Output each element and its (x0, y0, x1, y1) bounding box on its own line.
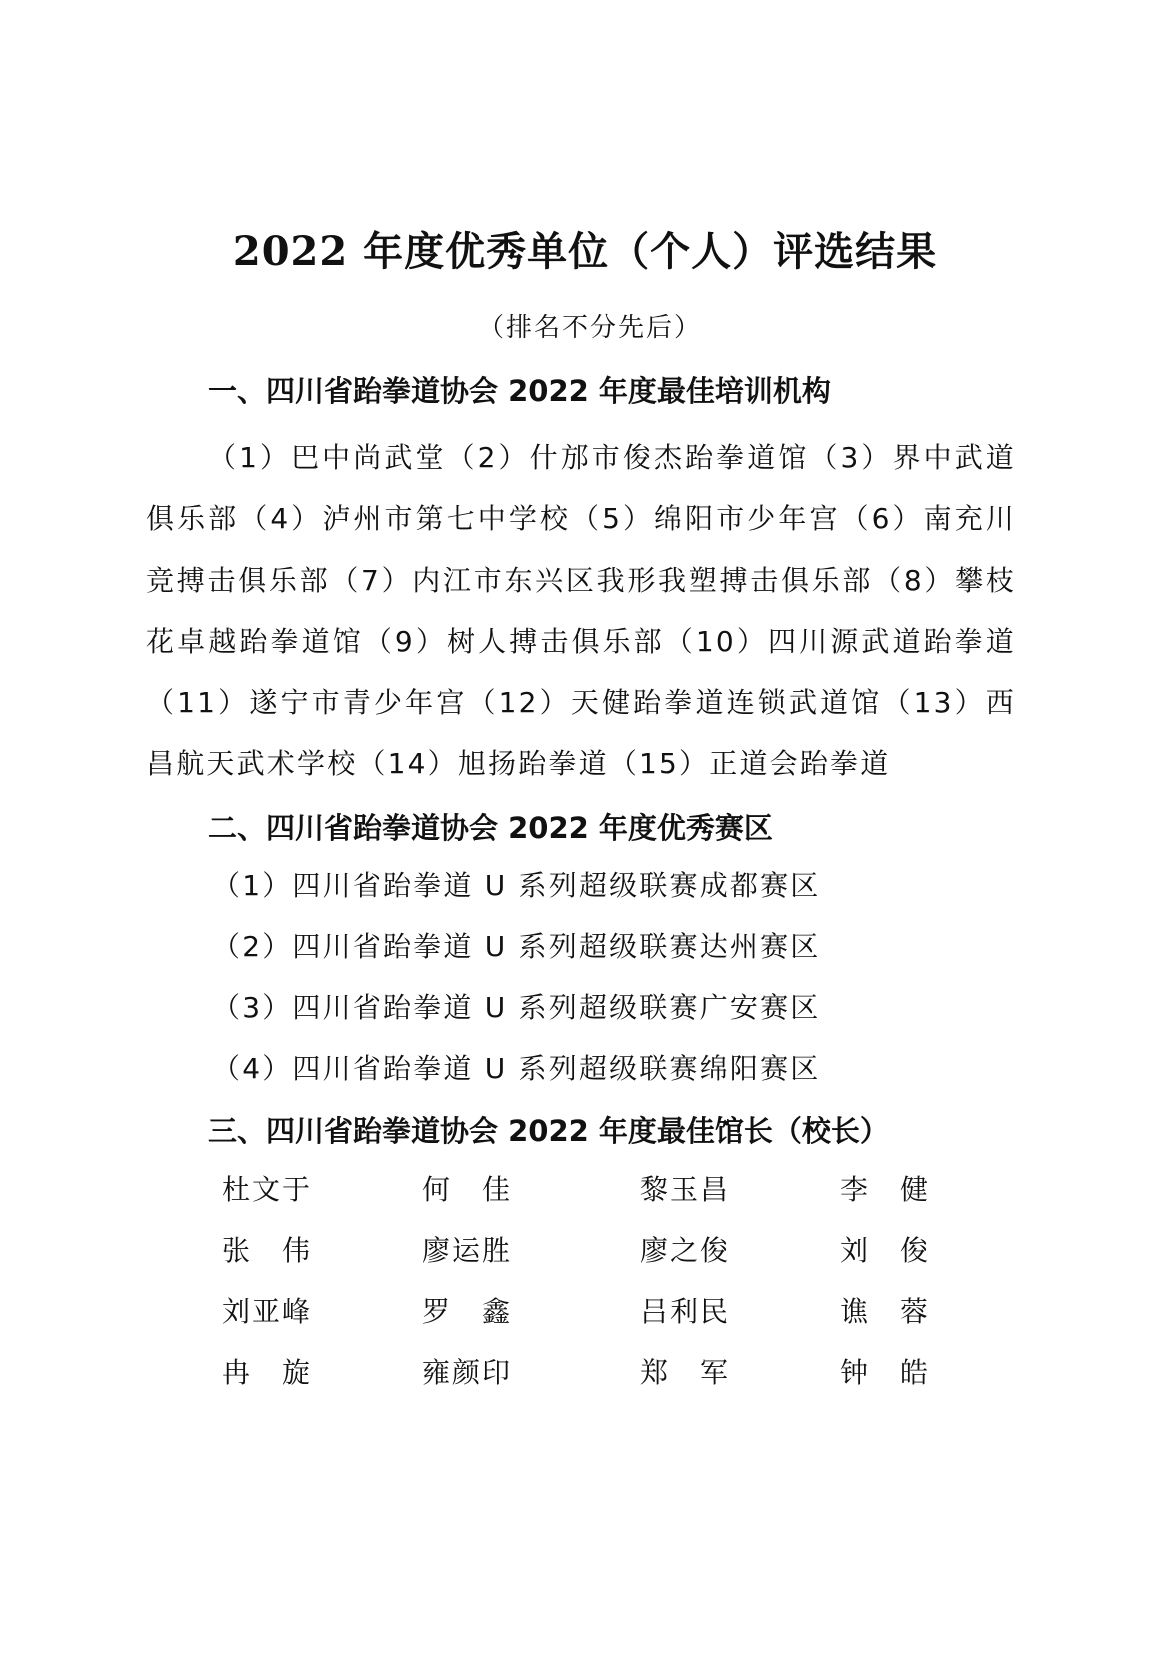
director-name: 刘亚峰 (222, 1295, 313, 1328)
director-name: 吕利民 (640, 1295, 731, 1328)
section2-list-item: （3）四川省跆拳道 U 系列超级联赛广安赛区 (212, 991, 821, 1024)
director-name: 廖运胜 (422, 1234, 513, 1267)
name-row (222, 1168, 1022, 1229)
director-name: 冉 旋 (222, 1356, 313, 1389)
page-title: 2022 年度优秀单位（个人）评选结果 (232, 228, 938, 275)
section2-list-item: （4）四川省跆拳道 U 系列超级联赛绵阳赛区 (212, 1052, 821, 1085)
director-name: 杜文于 (222, 1173, 313, 1206)
section2-list-item: （2）四川省跆拳道 U 系列超级联赛达州赛区 (212, 930, 821, 963)
director-name: 罗 鑫 (422, 1295, 513, 1328)
director-name: 廖之俊 (640, 1234, 731, 1267)
director-name: 张 伟 (222, 1234, 313, 1267)
director-name: 李 健 (840, 1173, 931, 1206)
director-name: 谯 蓉 (840, 1295, 931, 1328)
name-row (222, 1351, 1022, 1412)
director-name: 郑 军 (640, 1356, 731, 1389)
page-subtitle: （排名不分先后） (477, 313, 702, 343)
section3-heading: 三、四川省跆拳道协会 2022 年度最佳馆长（校长） (208, 1114, 889, 1148)
director-name-grid (222, 1168, 1022, 1412)
director-name: 何 佳 (422, 1173, 513, 1206)
director-name: 刘 俊 (840, 1234, 931, 1267)
section2-list-item: （1）四川省跆拳道 U 系列超级联赛成都赛区 (212, 869, 821, 902)
director-name: 黎玉昌 (640, 1173, 731, 1206)
director-name: 雍颜印 (422, 1356, 513, 1389)
name-row (222, 1290, 1022, 1351)
section2-heading: 二、四川省跆拳道协会 2022 年度优秀赛区 (208, 811, 773, 845)
section1-heading: 一、四川省跆拳道协会 2022 年度最佳培训机构 (208, 374, 831, 408)
director-name: 钟 皓 (840, 1356, 931, 1389)
name-row (222, 1229, 1022, 1290)
section1-institution-list: （1）巴中尚武堂（2）什邡市俊杰跆拳道馆（3）界中武道俱乐部（4）泸州市第七中学校（5）绵阳市少年宫（6）南充川竞搏击俱乐部（7）内江市东兴区我形我塑搏击俱乐部（8）攀枝花卓越跆拳道馆（9）树人搏击俱乐部（10）四川源武道跆拳道（11）遂宁市青少年宫（12）天健跆拳道连锁武道馆（13）西昌航天武术学校（14）旭扬跆拳道（15）正道会跆拳道 (146, 441, 1016, 781)
